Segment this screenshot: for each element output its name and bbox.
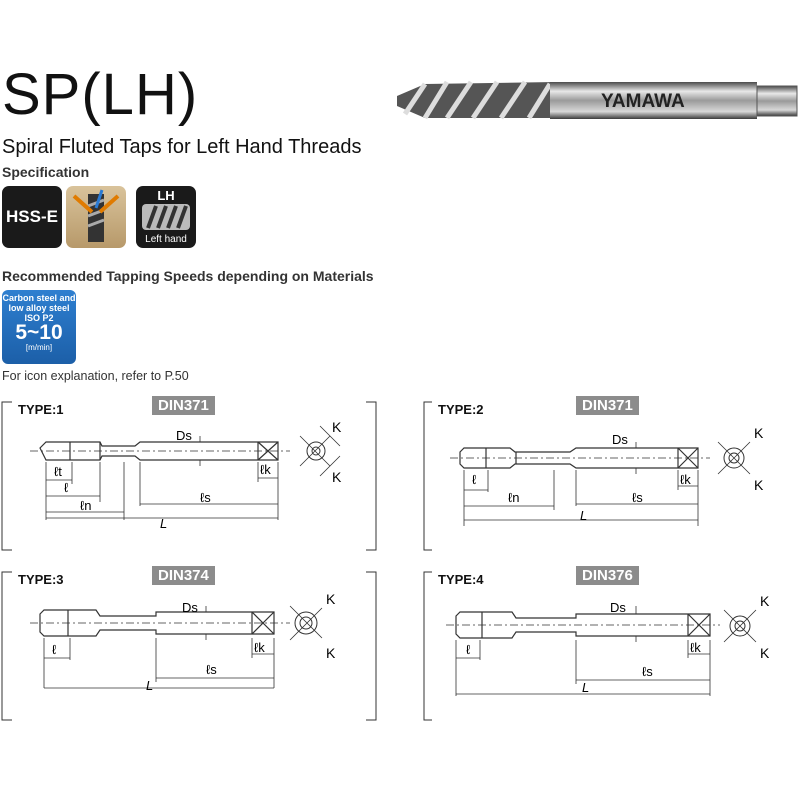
ls-dim: ℓs (632, 490, 643, 505)
din-badge: DIN371 (152, 396, 215, 415)
L-dim: L (582, 680, 590, 695)
k-dim-bottom: K (754, 477, 764, 493)
left-hand-icon (136, 186, 196, 248)
lk-dim: ℓk (690, 640, 701, 655)
tap-image (385, 74, 800, 126)
speed-badge (2, 290, 76, 364)
speed-unit: [m/min] (25, 343, 53, 352)
type-3-panel (0, 566, 380, 726)
k-dim-top: K (754, 425, 764, 441)
k-dim-bottom: K (332, 469, 342, 485)
page-title: SP(LH) (2, 62, 199, 127)
type-label: TYPE:2 (438, 402, 484, 417)
tapping-speeds-heading: Recommended Tapping Speeds depending on Materials (2, 268, 374, 284)
speed-value: 5~10 (15, 321, 63, 344)
type-4-panel (420, 566, 800, 726)
ds-dim: Ds (612, 432, 628, 447)
ds-dim: Ds (610, 600, 626, 615)
din-badge: DIN376 (576, 566, 639, 585)
spiral-coating-icon (66, 186, 126, 248)
ds-dim: Ds (176, 428, 192, 443)
L-dim: L (160, 516, 168, 531)
l-dim: ℓ (466, 642, 471, 657)
material-line-1: Carbon steel and (2, 293, 76, 303)
ls-dim: ℓs (206, 662, 217, 677)
ls-dim: ℓs (200, 490, 211, 505)
type-1-panel (0, 396, 380, 556)
L-dim: L (580, 508, 588, 523)
lh-label: LH (157, 188, 175, 203)
lk-dim: ℓk (680, 472, 691, 487)
lt-dim: ℓt (54, 464, 62, 479)
iso-label: ISO P2 (24, 313, 54, 323)
k-dim-top: K (760, 593, 770, 609)
k-dim-top: K (332, 419, 342, 435)
ds-dim: Ds (182, 600, 198, 615)
left-hand-label: Left hand (145, 234, 187, 245)
l-dim: ℓ (64, 480, 69, 495)
L-dim: L (146, 678, 154, 693)
lk-dim: ℓk (260, 462, 271, 477)
ln-dim: ℓn (508, 490, 520, 505)
type-label: TYPE:3 (18, 572, 64, 587)
ln-dim: ℓn (80, 498, 92, 513)
k-dim-bottom: K (760, 645, 770, 661)
din-badge: DIN371 (576, 396, 639, 415)
k-dim-top: K (326, 591, 336, 607)
hss-e-icon: HSS-E (2, 186, 62, 248)
lk-dim: ℓk (254, 640, 265, 655)
material-line-2: low alloy steel (8, 303, 70, 313)
specification-label: Specification (2, 164, 90, 180)
type-label: TYPE:4 (438, 572, 484, 587)
l-dim: ℓ (52, 642, 57, 657)
ls-dim: ℓs (642, 664, 653, 679)
type-label: TYPE:1 (18, 402, 64, 417)
icon-explanation-note: For icon explanation, refer to P.50 (2, 369, 189, 383)
l-dim: ℓ (472, 472, 477, 487)
din-badge: DIN374 (152, 566, 215, 585)
page-subtitle: Spiral Fluted Taps for Left Hand Threads (2, 136, 362, 158)
k-dim-bottom: K (326, 645, 336, 661)
type-2-panel (420, 396, 800, 556)
brand-engraving: YAMAWA (601, 91, 685, 112)
